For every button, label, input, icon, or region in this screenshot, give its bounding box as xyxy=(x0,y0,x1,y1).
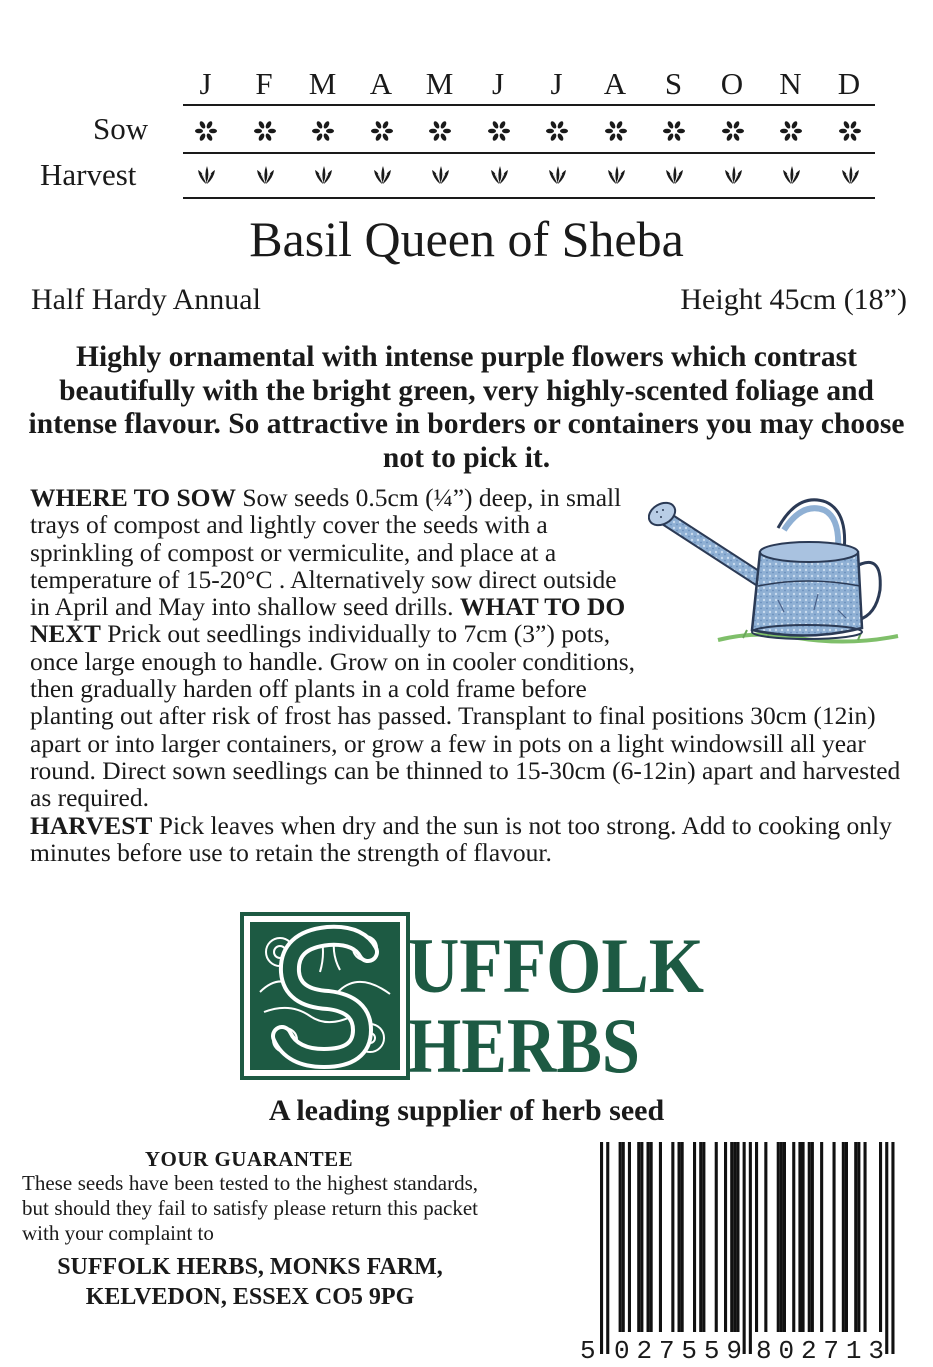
seed-flower-icon xyxy=(544,118,570,144)
plant-height: Height 45cm (18”) xyxy=(680,283,907,316)
sowing-calendar xyxy=(0,0,933,210)
ean-barcode xyxy=(580,1140,900,1360)
barcode-bar xyxy=(681,1142,684,1332)
barcode-bar xyxy=(699,1142,702,1332)
leaf-sprig-icon xyxy=(603,162,629,188)
barcode-bar xyxy=(792,1142,795,1332)
barcode-bar xyxy=(678,1142,681,1332)
barcode-bar xyxy=(715,1142,718,1332)
barcode-bar xyxy=(783,1142,786,1332)
growing-instructions xyxy=(30,484,910,866)
barcode-bar xyxy=(724,1142,727,1332)
month-label: J xyxy=(550,66,564,101)
where-to-sow-text: Sow seeds 0.5cm (¼”) deep, in small trays of compost and lightly cover the seeds with a sprinkling of compost or vermiculite, and place at a temperature of 15-20°C . Alternatively sow direct outside in April and May into shallow seed drills. xyxy=(30,483,622,622)
barcode-bar xyxy=(879,1142,882,1332)
leaf-sprig-icon xyxy=(252,162,278,188)
where-to-sow-heading: WHERE TO SOW xyxy=(30,483,236,512)
leaf-sprig-icon xyxy=(837,162,863,188)
barcode-bar xyxy=(857,1142,860,1332)
guarantee-title: YOUR GUARANTEE xyxy=(144,1147,354,1171)
seed-flower-icon xyxy=(720,118,746,144)
month-label: O xyxy=(720,66,745,101)
barcode-bar xyxy=(628,1142,631,1332)
leaf-sprig-icon xyxy=(427,162,453,188)
month-label: A xyxy=(603,66,628,101)
leaf-sprig-icon xyxy=(193,162,219,188)
watering-can-icon xyxy=(648,490,910,680)
seed-flower-icon xyxy=(778,118,804,144)
guarantee-text: These seeds have been tested to the highest standards, but should they fail to satisfy please return this packet with your complaint to xyxy=(22,1171,478,1245)
barcode-bar xyxy=(864,1142,867,1332)
month-label: M xyxy=(308,66,338,101)
harvest-text: Pick leaves when dry and the sun is not too strong. Add to cooking only minutes before use to retain the strength of flavour. xyxy=(30,810,892,867)
month-label: A xyxy=(369,66,394,101)
calendar-rule-middle xyxy=(183,152,875,154)
barcode-bar xyxy=(606,1142,609,1354)
barcode-bar xyxy=(811,1142,814,1332)
barcode-bar xyxy=(743,1142,746,1354)
month-label: J xyxy=(491,66,506,101)
seed-flower-icon xyxy=(603,118,629,144)
svg-text:UFFOLK: UFFOLK xyxy=(408,922,705,1009)
month-label: F xyxy=(255,66,274,101)
barcode-bar xyxy=(640,1142,643,1332)
barcode-bar xyxy=(808,1142,811,1332)
barcode-bar xyxy=(802,1142,805,1332)
company-address xyxy=(20,1252,480,1312)
barcode-digits-left: 027559 xyxy=(614,1336,742,1360)
suffolk-herbs-logo xyxy=(240,912,720,1082)
barcode-bar xyxy=(755,1142,758,1332)
barcode-bar xyxy=(671,1142,674,1332)
barcode-bars xyxy=(600,1142,895,1354)
leaf-sprig-icon xyxy=(720,162,746,188)
seed-flower-icon xyxy=(369,118,395,144)
leaf-sprig-icon xyxy=(778,162,804,188)
barcode-digit-first: 5 xyxy=(580,1336,596,1360)
barcode-bar xyxy=(777,1142,780,1332)
month-label: J xyxy=(199,66,213,101)
brand-tagline: A leading supplier of herb seed xyxy=(268,1094,665,1127)
barcode-bar xyxy=(702,1142,705,1332)
seed-flower-icon xyxy=(310,118,336,144)
barcode-bar xyxy=(854,1142,857,1332)
address-line-2: KELVEDON, ESSEX CO5 9PG xyxy=(85,1284,415,1310)
seed-flower-icon xyxy=(837,118,863,144)
barcode-bar xyxy=(647,1142,650,1332)
plant-type: Half Hardy Annual xyxy=(31,283,261,316)
month-label: S xyxy=(664,66,684,101)
leaf-sprig-icon xyxy=(369,162,395,188)
barcode-bar xyxy=(891,1142,894,1354)
month-label: M xyxy=(425,66,455,101)
what-to-do-next-text: Prick out seedlings individually to 7cm (3”) pots, once large enough to handle. Grow on in cooler conditions, then gradually harden off plants in a cold frame before planting out after risk of frost has passed. Transplant to final positions 30cm (12in) apart or into larger containers, or grow a few in pots on a light windowsill all year round. Direct sown seedlings can be thinned to 15-30cm (6-12in) apart and harvested as required. xyxy=(30,619,901,813)
month-label: D xyxy=(837,66,862,101)
barcode-bar xyxy=(637,1142,640,1332)
barcode-bar xyxy=(622,1142,625,1332)
leaf-sprig-icon xyxy=(486,162,512,188)
harvest-row-label: Harvest xyxy=(40,157,137,192)
barcode-bar xyxy=(842,1142,845,1332)
leaf-sprig-icon xyxy=(544,162,570,188)
leaf-sprig-icon xyxy=(661,162,687,188)
calendar-rule-top xyxy=(183,104,875,106)
address-line-1: SUFFOLK HERBS, MONKS FARM, xyxy=(57,1254,443,1280)
barcode-bar xyxy=(833,1142,836,1332)
barcode-bar xyxy=(619,1142,622,1332)
seed-flower-icon xyxy=(193,118,219,144)
barcode-bar xyxy=(780,1142,783,1332)
barcode-bar xyxy=(650,1142,653,1332)
barcode-digits-right: 802713 xyxy=(756,1336,884,1360)
barcode-bar xyxy=(693,1142,696,1332)
barcode-bar xyxy=(845,1142,848,1332)
barcode-bar xyxy=(730,1142,733,1332)
sow-row-label: Sow xyxy=(93,111,149,146)
barcode-bar xyxy=(733,1142,736,1332)
barcode-bar xyxy=(764,1142,767,1332)
barcode-bar xyxy=(659,1142,662,1332)
seed-flower-icon xyxy=(661,118,687,144)
seed-flower-icon xyxy=(427,118,453,144)
harvest-heading: HARVEST xyxy=(30,810,153,840)
barcode-bar xyxy=(600,1142,603,1354)
seed-flower-icon xyxy=(486,118,512,144)
svg-text:HERBS: HERBS xyxy=(408,1002,640,1082)
what-to-do-next-heading: WHAT TO DO NEXT xyxy=(30,592,626,649)
calendar-rule-bottom xyxy=(183,197,875,199)
barcode-bar xyxy=(798,1142,801,1332)
product-description: Highly ornamental with intense purple flowers which contrast beautifully with the bright green, very highly-scented foliage and intense flavour. So attractive in borders or containers you may choose not to pick it. xyxy=(28,341,905,474)
seed-flower-icon xyxy=(252,118,278,144)
leaf-sprig-icon xyxy=(310,162,336,188)
barcode-bar xyxy=(749,1142,752,1354)
barcode-bar xyxy=(820,1142,823,1332)
month-label: N xyxy=(779,66,803,101)
barcode-bar xyxy=(885,1142,888,1354)
barcode-bar xyxy=(736,1142,739,1332)
product-title: Basil Queen of Sheba xyxy=(249,211,684,267)
